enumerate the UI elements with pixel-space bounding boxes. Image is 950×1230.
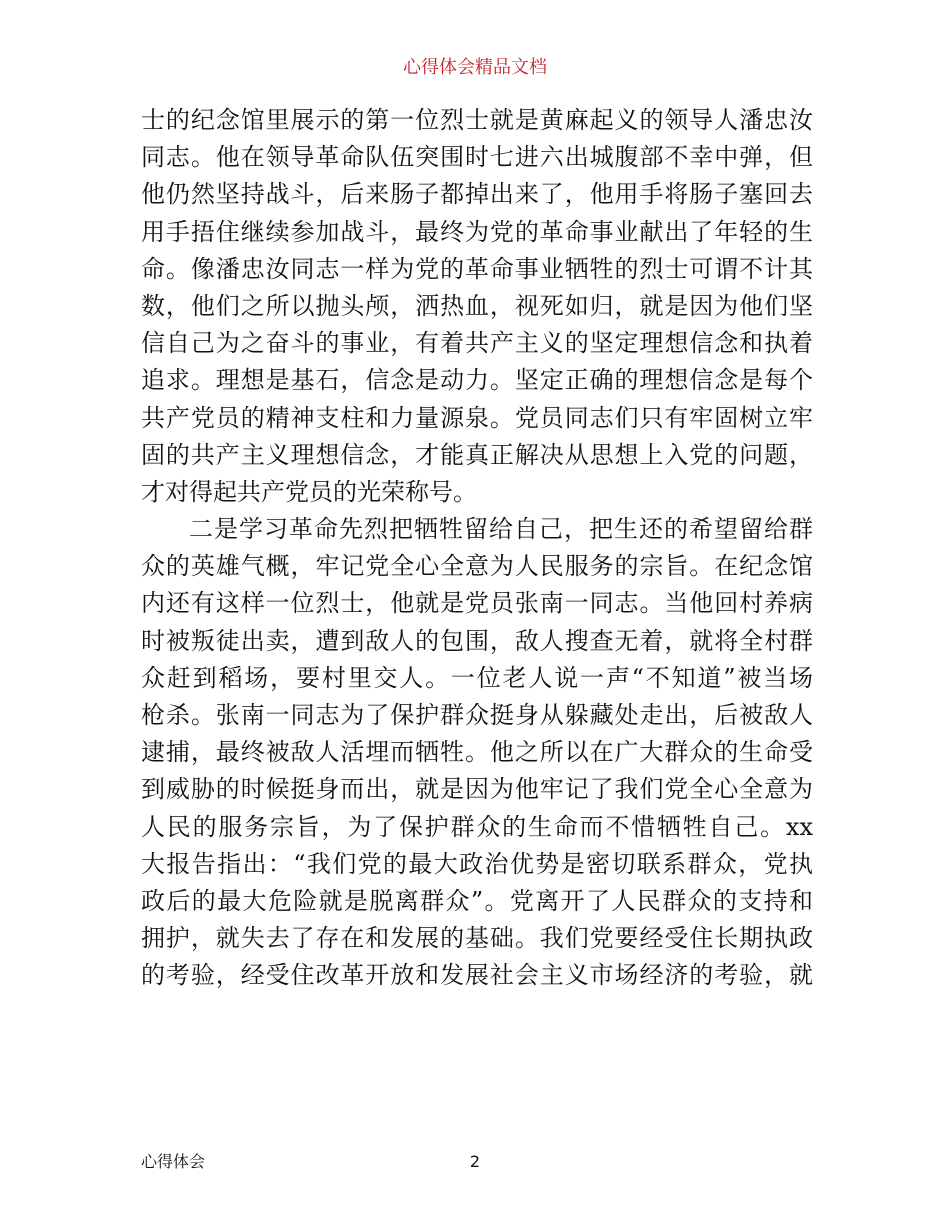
text-line: 数，他们之所以抛头颅，洒热血，视死如归，就是因为他们坚	[141, 291, 813, 320]
text-line: 内还有这样一位烈士，他就是党员张南一同志。当他回村养病	[141, 589, 813, 618]
text-line: 二是学习革命先烈把牺牲留给自己，把生还的希望留给群	[189, 515, 813, 544]
text-line: 命。像潘忠汝同志一样为党的革命事业牺牲的烈士可谓不计其	[141, 254, 813, 283]
text-line: 固的共产主义理想信念，才能真正解决从思想上入党的问题，	[141, 440, 813, 469]
page-number: 2	[469, 1152, 481, 1171]
document-body	[141, 102, 813, 995]
text-line: 拥护，就失去了存在和发展的基础。我们党要经受住长期执政	[141, 924, 813, 953]
text-line: 枪杀。张南一同志为了保护群众挺身从躲藏处走出，后被敌人	[141, 701, 813, 729]
text-line: 众的英雄气概，牢记党全心全意为人民服务的宗旨。在纪念馆	[141, 552, 813, 581]
text-line: 追求。理想是基石，信念是动力。坚定正确的理想信念是每个	[141, 366, 813, 395]
text-line: 大报告指出：“我们党的最大政治优势是密切联系群众，党执	[141, 849, 813, 878]
text-line: 的考验，经受住改革开放和发展社会主义市场经济的考验，就	[141, 961, 813, 990]
text-line: 逮捕，最终被敌人活埋而牺牲。他之所以在广大群众的生命受	[141, 738, 813, 767]
text-line: 到威胁的时候挺身而出，就是因为他牢记了我们党全心全意为	[141, 775, 813, 804]
text-line: 时被叛徒出卖，遭到敌人的包围，敌人搜查无着，就将全村群	[141, 626, 813, 655]
text-line: 士的纪念馆里展示的第一位烈士就是黄麻起义的领导人潘忠汝	[141, 106, 813, 134]
text-line: 共产党员的精神支柱和力量源泉。党员同志们只有牢固树立牢	[141, 403, 813, 432]
page-header-title: 心得体会精品文档	[403, 57, 547, 78]
text-line: 人民的服务宗旨，为了保护群众的生命而不惜牺牲自己。xx	[141, 812, 813, 841]
text-line: 信自己为之奋斗的事业，有着共产主义的坚定理想信念和执着	[141, 329, 813, 358]
text-line: 他仍然坚持战斗，后来肠子都掉出来了，他用手将肠子塞回去	[141, 180, 813, 209]
text-line: 用手捂住继续参加战斗，最终为党的革命事业献出了年轻的生	[141, 217, 813, 246]
text-line: 才对得起共产党员的光荣称号。	[141, 477, 477, 506]
text-line: 众赶到稻场，要村里交人。一位老人说一声“不知道”被当场	[141, 663, 813, 692]
text-line: 政后的最大危险就是脱离群众”。党离开了人民群众的支持和	[141, 886, 813, 915]
footer-label: 心得体会	[141, 1152, 206, 1171]
text-line: 同志。他在领导革命队伍突围时七进六出城腹部不幸中弹，但	[141, 143, 813, 172]
